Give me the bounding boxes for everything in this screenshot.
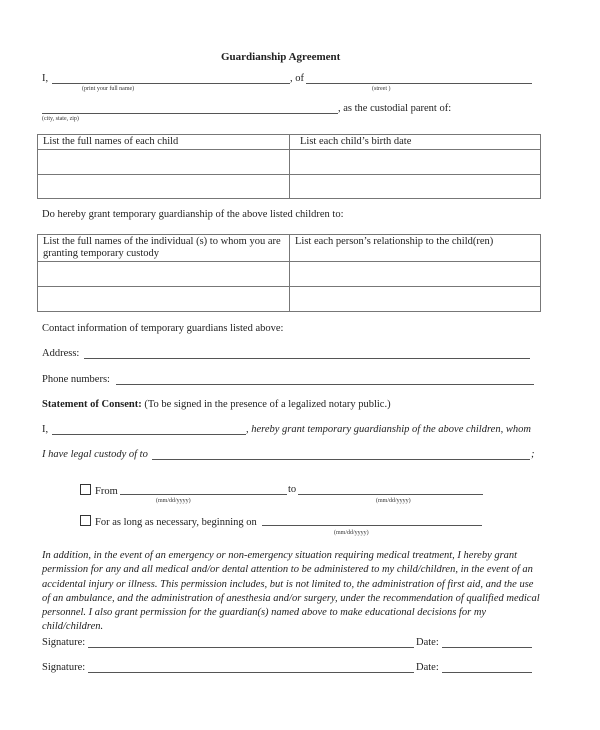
as-long-as-necessary-option[interactable] (80, 515, 257, 528)
street-caption: (street ) (372, 86, 391, 92)
print-name-caption: (print your full name) (82, 86, 135, 92)
child-name-cell[interactable] (38, 175, 290, 199)
document-title: Guardianship Agreement (221, 51, 341, 63)
consent-custody-text: I have legal custody of to (42, 449, 148, 460)
children-table (37, 134, 541, 199)
city-caption: (city, state, zip) (42, 116, 79, 122)
beginning-date-caption: (mm/dd/yyyy) (334, 530, 369, 536)
signature-label: Signature: (42, 637, 86, 648)
consent-i: I, (42, 424, 49, 435)
signature-label: Signature: (42, 662, 86, 673)
child-birthdate-cell[interactable] (290, 150, 541, 175)
from-option[interactable] (80, 484, 118, 497)
consent-label: Statement of Consent: (42, 399, 142, 410)
signature-field[interactable] (88, 672, 414, 673)
full-name-field[interactable] (52, 83, 290, 84)
child-birthdate-cell[interactable] (290, 175, 541, 199)
date-label: Date: (416, 637, 439, 648)
to-date-field[interactable] (298, 494, 483, 495)
from-date-field[interactable] (120, 494, 287, 495)
city-state-zip-field[interactable] (42, 113, 338, 114)
street-field[interactable] (306, 83, 532, 84)
consent-name-field[interactable] (52, 434, 246, 435)
from-date-caption: (mm/dd/yyyy) (156, 498, 191, 504)
guardian-name-cell[interactable] (38, 287, 290, 312)
intro-i: I, (42, 73, 49, 84)
to-date-caption: (mm/dd/yyyy) (376, 498, 411, 504)
grant-text: Do hereby grant temporary guardianship of the above listed children to: (42, 209, 344, 220)
beginning-date-field[interactable] (262, 525, 482, 526)
guardian-name-header: List the full names of the individual (s) to whom you are granting temporary custody (38, 235, 290, 262)
as-long-checkbox[interactable] (80, 515, 91, 526)
guardian-relationship-cell[interactable] (290, 287, 541, 312)
signature-date-field[interactable] (442, 672, 532, 673)
from-checkbox[interactable] (80, 484, 91, 495)
phone-field[interactable] (116, 384, 534, 385)
guardian-relationship-cell[interactable] (290, 262, 541, 287)
date-label: Date: (416, 662, 439, 673)
children-name-header: List the full names of each child (38, 135, 290, 150)
medical-permission-paragraph: In addition, in the event of an emergency or non-emergency situation requiring medical treatment, I hereby grant permission for any and all medical and/or dental attention to be administered to my child/children, in the event of an accidental injury or illness. This permission includes, but is not limited to, the administration of first aid, and the use of an ambulance, and the administration of anesthesia and/or surgery, under the recommendation of qualified medical personnel. I also grant permission for the guardian(s) named above to make educational decisions for my child/children. (42, 550, 540, 633)
statement-of-consent (42, 399, 391, 410)
consent-end: ; (531, 449, 535, 460)
consent-hereby-text: , hereby grant temporary guardianship of the above children, whom (246, 424, 531, 435)
to-label: to (288, 484, 297, 495)
guardian-relationship-header: List each person’s relationship to the child(ren) (290, 235, 541, 262)
custodian-name-field[interactable] (152, 459, 530, 460)
custodial-parent-text: , as the custodial parent of: (338, 103, 452, 114)
guardians-table (37, 234, 541, 312)
address-label: Address: (42, 348, 80, 359)
signature-field[interactable] (88, 647, 414, 648)
signature-date-field[interactable] (442, 647, 532, 648)
phone-label: Phone numbers: (42, 374, 110, 385)
child-name-cell[interactable] (38, 150, 290, 175)
guardian-name-cell[interactable] (38, 262, 290, 287)
address-field[interactable] (84, 358, 530, 359)
as-long-label: For as long as necessary, beginning on (95, 517, 257, 528)
intro-of: , of (290, 73, 304, 84)
children-birthdate-header: List each child’s birth date (290, 135, 541, 150)
from-label: From (95, 486, 118, 497)
consent-note: (To be signed in the presence of a legalized notary public.) (141, 399, 391, 410)
contact-heading: Contact information of temporary guardians listed above: (42, 323, 284, 334)
